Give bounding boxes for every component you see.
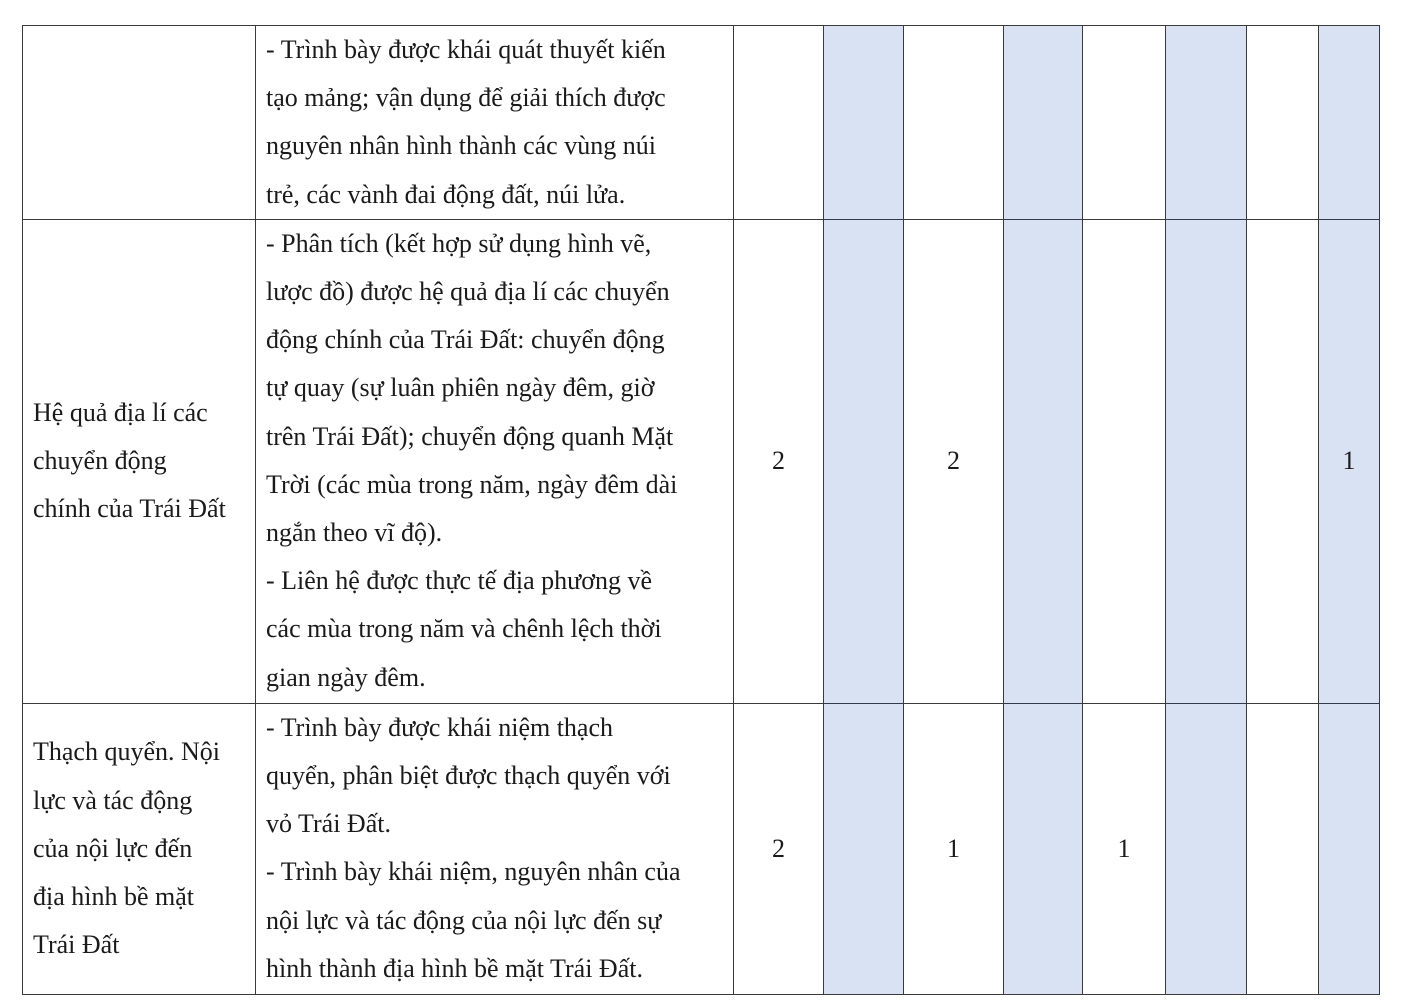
- topic-line: chính của Trái Đất: [33, 494, 226, 524]
- count-cell-shaded: [824, 703, 904, 994]
- count-cell: [1247, 26, 1319, 220]
- topic-cell: [23, 26, 256, 220]
- count-cell: 2: [734, 703, 824, 994]
- count-cell-shaded: [1004, 219, 1083, 703]
- count-cell-shaded: [824, 26, 904, 220]
- content-line: trẻ, các vành đai động đất, núi lửa.: [266, 179, 626, 209]
- content-line: tạo mảng; vận dụng để giải thích được: [266, 83, 666, 113]
- count-cell: 2: [734, 219, 824, 703]
- count-cell: [1247, 219, 1319, 703]
- table-row: [23, 703, 1380, 994]
- content-line: Trời (các mùa trong năm, ngày đêm dài: [266, 469, 678, 499]
- content-cell: [256, 26, 734, 220]
- topic-line: của nội lực đến: [33, 833, 193, 863]
- topic-line: Hệ quả địa lí các: [33, 398, 208, 427]
- content-line: quyển, phân biệt được thạch quyển với: [266, 761, 671, 791]
- topic-cell: [23, 219, 256, 703]
- count-cell: [904, 26, 1004, 220]
- topic-line: Trái Đất: [33, 930, 120, 960]
- count-cell-shaded: [1004, 703, 1083, 994]
- topic-line: lực và tác động: [33, 785, 193, 815]
- content-line: - Liên hệ được thực tế địa phương về: [266, 566, 652, 596]
- assessment-matrix-table: [22, 25, 1380, 995]
- content-line: vỏ Trái Đất.: [266, 809, 391, 839]
- count-cell: 1: [904, 703, 1004, 994]
- count-cell: [1083, 219, 1166, 703]
- topic-cell: [23, 703, 256, 994]
- table-row: [23, 219, 1380, 703]
- topic-line: Thạch quyển. Nội: [33, 737, 221, 767]
- content-line: các mùa trong năm và chênh lệch thời: [266, 614, 662, 644]
- count-cell-shaded: [1319, 703, 1380, 994]
- count-cell: [734, 26, 824, 220]
- content-cell: [256, 219, 734, 703]
- count-cell-shaded: [1166, 703, 1247, 994]
- count-cell: 1: [1083, 703, 1166, 994]
- count-cell-shaded: [1319, 26, 1380, 220]
- content-line: động chính của Trái Đất: chuyển động: [266, 325, 665, 355]
- count-cell-shaded: [1004, 26, 1083, 220]
- content-line: - Trình bày được khái niệm thạch: [266, 712, 614, 742]
- content-cell: [256, 703, 734, 994]
- count-cell: 2: [904, 219, 1004, 703]
- content-line: nguyên nhân hình thành các vùng núi: [266, 131, 656, 161]
- content-line: ngắn theo vĩ độ).: [266, 518, 443, 548]
- count-cell-shaded: [1166, 219, 1247, 703]
- content-line: trên Trái Đất); chuyển động quanh Mặt: [266, 421, 674, 451]
- count-cell: [1247, 703, 1319, 994]
- count-cell-shaded: [824, 219, 904, 703]
- content-line: nội lực và tác động của nội lực đến sự: [266, 905, 662, 935]
- content-line: hình thành địa hình bề mặt Trái Đất.: [266, 953, 643, 983]
- table-row: [23, 26, 1380, 220]
- content-line: gian ngày đêm.: [266, 662, 426, 692]
- content-line: tự quay (sự luân phiên ngày đêm, giờ: [266, 373, 655, 403]
- count-cell: [1083, 26, 1166, 220]
- topic-line: địa hình bề mặt: [33, 881, 195, 911]
- count-cell-shaded: [1166, 26, 1247, 220]
- count-cell-shaded: 1: [1319, 219, 1380, 703]
- content-line: lược đồ) được hệ quả địa lí các chuyển: [266, 277, 670, 307]
- content-line: - Phân tích (kết hợp sử dụng hình vẽ,: [266, 228, 652, 258]
- content-line: - Trình bày khái niệm, nguyên nhân của: [266, 857, 681, 887]
- content-line: - Trình bày được khái quát thuyết kiến: [266, 35, 666, 64]
- topic-line: chuyển động: [33, 446, 167, 476]
